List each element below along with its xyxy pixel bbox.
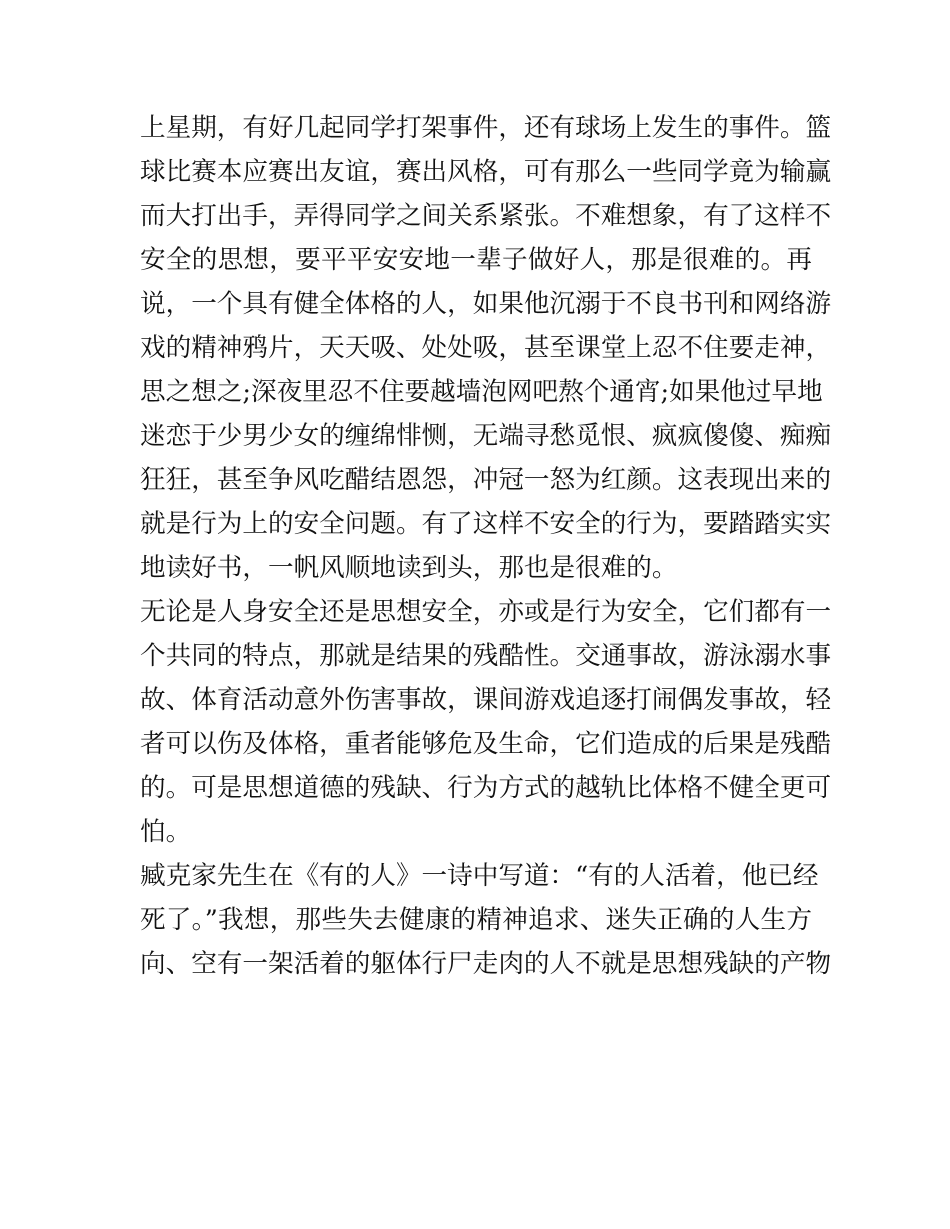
document-body [140, 106, 832, 986]
text-line: 个共同的特点，那就是结果的残酷性。交通事故，游泳溺水事 [140, 641, 832, 671]
text-line: 上星期，有好几起同学打架事件，还有球场上发生的事件。篮 [140, 113, 832, 143]
text-line: 死了。”我想，那些失去健康的精神追求、迷失正确的人生方 [140, 905, 812, 935]
text-line: 而大打出手，弄得同学之间关系紧张。不难想象，有了这样不 [140, 201, 832, 231]
text-line: 戏的精神鸦片，天天吸、处处吸，甚至课堂上忍不住要走神， [140, 333, 832, 363]
text-line: 臧克家先生在《有的人》一诗中写道：“有的人活着，他已经 [140, 861, 819, 891]
text-line: 狂狂，甚至争风吃醋结恩怨，冲冠一怒为红颜。这表现出来的 [140, 465, 832, 495]
text-line: 怕。 [140, 817, 192, 847]
text-line: 者可以伤及体格，重者能够危及生命，它们造成的后果是残酷 [140, 729, 832, 759]
text-line: 故、体育活动意外伤害事故，课间游戏追逐打闹偶发事故，轻 [140, 685, 832, 715]
text-line: 说，一个具有健全体格的人，如果他沉溺于不良书刊和网络游 [140, 289, 832, 319]
paragraph-1 [140, 106, 832, 590]
paragraph-3 [140, 854, 832, 986]
text-line: 向、空有一架活着的躯体行尸走肉的人不就是思想残缺的产物 [140, 949, 832, 979]
text-line: 球比赛本应赛出友谊，赛出风格，可有那么一些同学竟为输赢 [140, 157, 832, 187]
paragraph-2 [140, 590, 832, 854]
text-line: 迷恋于少男少女的缠绵悱恻，无端寻愁觅恨、疯疯傻傻、痴痴 [140, 421, 832, 451]
text-line: 地读好书，一帆风顺地读到头，那也是很难的。 [140, 553, 678, 583]
text-line: 就是行为上的安全问题。有了这样不安全的行为，要踏踏实实 [140, 509, 832, 539]
text-line: 的。可是思想道德的残缺、行为方式的越轨比体格不健全更可 [140, 773, 832, 803]
text-line: 无论是人身安全还是思想安全，亦或是行为安全，它们都有一 [140, 597, 832, 627]
text-line: 思之想之;深夜里忍不住要越墙泡网吧熬个通宵;如果他过早地 [140, 377, 823, 407]
text-line: 安全的思想，要平平安安地一辈子做好人，那是很难的。再 [140, 245, 812, 275]
